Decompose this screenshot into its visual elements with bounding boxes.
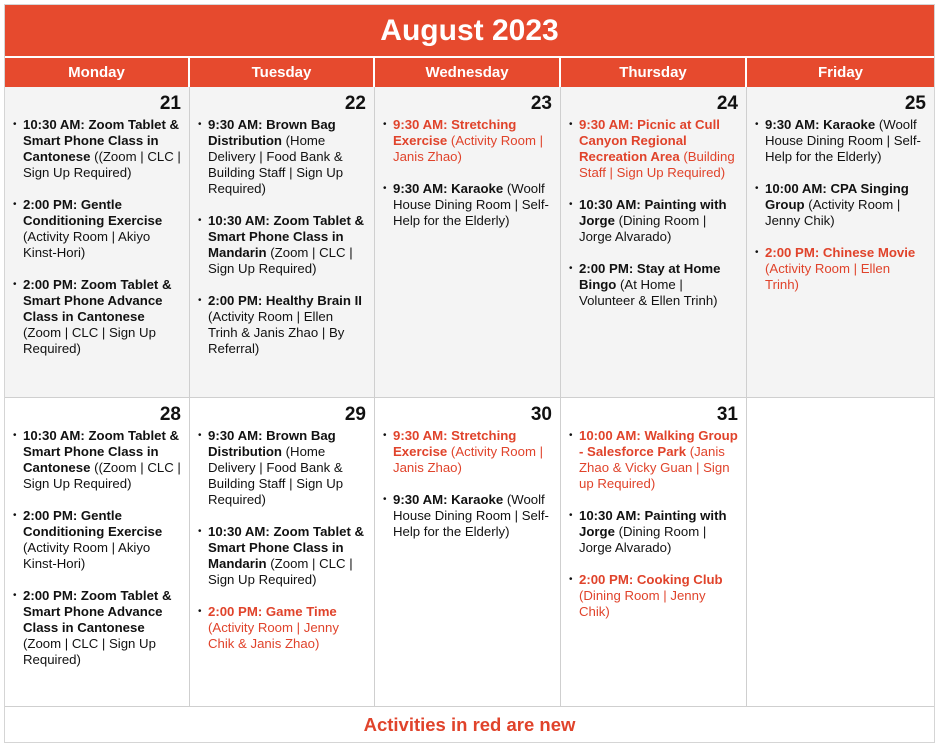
event-item bbox=[198, 524, 366, 588]
event-title: 2:00 PM: Stay at Home Bingo bbox=[579, 261, 721, 292]
event-title: 10:30 AM: Painting with Jorge bbox=[579, 197, 727, 228]
event-item bbox=[198, 213, 366, 277]
day-number: 24 bbox=[716, 93, 738, 114]
event-item bbox=[569, 508, 738, 556]
event-item bbox=[383, 492, 552, 540]
event-title: 10:30 AM: Painting with Jorge bbox=[579, 508, 727, 539]
event-details: ((Zoom | CLC | Sign Up Required) bbox=[23, 149, 181, 180]
day-number: 23 bbox=[530, 93, 552, 114]
event-list bbox=[383, 117, 552, 229]
event-item bbox=[13, 197, 181, 261]
event-title: 9:30 AM: Brown Bag Distribution bbox=[208, 428, 336, 459]
event-item bbox=[13, 508, 181, 572]
event-details: (Dining Room | Jenny Chik) bbox=[579, 588, 706, 619]
event-details: (Janis Zhao & Vicky Guan | Sign up Required) bbox=[579, 444, 730, 491]
new-event-item bbox=[198, 604, 366, 652]
day-cell bbox=[5, 398, 190, 708]
weekday-thursday: Thursday bbox=[561, 58, 747, 87]
week-row bbox=[5, 397, 934, 708]
weekday-wednesday: Wednesday bbox=[375, 58, 561, 87]
event-title: 2:00 PM: Gentle Conditioning Exercise bbox=[23, 508, 163, 539]
day-cell bbox=[5, 87, 190, 397]
weekday-friday: Friday bbox=[817, 64, 863, 81]
event-details: (Dining Room | Jorge Alvarado) bbox=[579, 524, 707, 555]
event-item bbox=[198, 293, 366, 357]
event-details: (Zoom | CLC | Sign Up Required) bbox=[208, 245, 353, 276]
event-details: (Dining Room | Jorge Alvarado) bbox=[579, 213, 707, 244]
event-list bbox=[198, 428, 366, 652]
new-event-item bbox=[569, 572, 738, 620]
event-list bbox=[755, 117, 926, 293]
event-details: (Zoom | CLC | Sign Up Required) bbox=[23, 325, 156, 356]
event-item bbox=[383, 181, 552, 229]
event-details: (Activity Room | Ellen Trinh & Janis Zhao | By Referral) bbox=[208, 309, 345, 356]
calendar-grid bbox=[5, 87, 934, 708]
event-title: 9:30 AM: Karaoke bbox=[393, 181, 504, 196]
event-details: (Activity Room | Ellen Trinh) bbox=[765, 261, 891, 292]
event-title: 10:00 AM: CPA Singing Group bbox=[765, 181, 909, 212]
event-title: 2:00 PM: Gentle Conditioning Exercise bbox=[23, 197, 163, 228]
event-details: (Woolf House Dining Room | Self-Help for the Elderly) bbox=[393, 181, 549, 228]
day-number: 22 bbox=[344, 93, 366, 114]
new-event-item bbox=[755, 245, 926, 293]
event-title: 2:00 PM: Cooking Club bbox=[579, 572, 723, 587]
event-item bbox=[569, 197, 738, 245]
event-details: (Home Delivery | Food Bank & Building Staff | Sign Up Required) bbox=[208, 133, 344, 196]
day-number: 29 bbox=[344, 404, 366, 425]
event-item bbox=[755, 181, 926, 229]
event-list bbox=[13, 428, 181, 668]
event-details: (Activity Room | Janis Zhao) bbox=[393, 133, 544, 164]
day-cell bbox=[190, 87, 375, 397]
event-details: (Activity Room | Akiyo Kinst-Hori) bbox=[23, 540, 151, 571]
event-details: (Zoom | CLC | Sign Up Required) bbox=[208, 556, 353, 587]
event-title: 2:00 PM: Chinese Movie bbox=[765, 245, 916, 260]
event-item bbox=[13, 277, 181, 357]
new-activities-note: Activities in red are new bbox=[5, 706, 934, 742]
day-cell bbox=[561, 87, 747, 397]
empty-day-cell bbox=[747, 398, 934, 708]
weekday-header bbox=[5, 56, 934, 87]
day-cell bbox=[747, 87, 934, 397]
event-title: 9:30 AM: Brown Bag Distribution bbox=[208, 117, 336, 148]
new-event-item bbox=[569, 117, 738, 181]
event-item bbox=[198, 117, 366, 197]
event-title: 10:30 AM: Zoom Tablet & Smart Phone Class in Mandarin bbox=[208, 213, 365, 260]
event-item bbox=[569, 261, 738, 309]
event-item bbox=[198, 428, 366, 508]
calendar bbox=[4, 4, 935, 743]
event-title: 10:30 AM: Zoom Tablet & Smart Phone Class in Cantonese bbox=[23, 428, 180, 475]
event-details: (At Home | Volunteer & Ellen Trinh) bbox=[579, 277, 718, 308]
day-cell bbox=[375, 398, 561, 708]
day-cell bbox=[190, 398, 375, 708]
day-number: 30 bbox=[530, 404, 552, 425]
event-details: (Zoom | CLC | Sign Up Required) bbox=[23, 636, 156, 667]
event-title: 2:00 PM: Healthy Brain II bbox=[208, 293, 362, 308]
day-number: 21 bbox=[159, 93, 181, 114]
day-cell bbox=[375, 87, 561, 397]
weekday-tuesday: Tuesday bbox=[190, 58, 375, 87]
event-list bbox=[383, 428, 552, 540]
event-item bbox=[13, 117, 181, 181]
event-item bbox=[755, 117, 926, 165]
event-details: (Woolf House Dining Room | Self-Help for the Elderly) bbox=[393, 492, 549, 539]
new-event-item bbox=[383, 428, 552, 476]
new-event-item bbox=[383, 117, 552, 165]
event-title: 10:30 AM: Zoom Tablet & Smart Phone Class in Mandarin bbox=[208, 524, 365, 571]
event-details: (Building Staff | Sign Up Required) bbox=[579, 149, 735, 180]
event-title: 9:30 AM: Karaoke bbox=[393, 492, 504, 507]
event-details: (Activity Room | Jenny Chik & Janis Zhao) bbox=[208, 620, 339, 651]
day-number: 31 bbox=[716, 404, 738, 425]
event-list bbox=[198, 117, 366, 357]
event-list bbox=[569, 428, 738, 620]
event-title: 9:30 AM: Stretching Exercise bbox=[393, 117, 517, 148]
event-details: (Activity Room | Akiyo Kinst-Hori) bbox=[23, 229, 151, 260]
day-number: 28 bbox=[159, 404, 181, 425]
event-title: 2:00 PM: Zoom Tablet & Smart Phone Advance Class in Cantonese bbox=[23, 588, 172, 635]
event-details: (Activity Room | Jenny Chik) bbox=[765, 197, 901, 228]
event-title: 2:00 PM: Zoom Tablet & Smart Phone Advance Class in Cantonese bbox=[23, 277, 172, 324]
event-title: 9:30 AM: Karaoke bbox=[765, 117, 876, 132]
event-title: 10:30 AM: Zoom Tablet & Smart Phone Class in Cantonese bbox=[23, 117, 180, 164]
event-details: (Woolf House Dining Room | Self-Help for the Elderly) bbox=[765, 117, 921, 164]
event-item bbox=[13, 428, 181, 492]
event-details: (Activity Room | Janis Zhao) bbox=[393, 444, 544, 475]
calendar-title: August 2023 bbox=[5, 5, 934, 56]
event-details: ((Zoom | CLC | Sign Up Required) bbox=[23, 460, 181, 491]
event-item bbox=[13, 588, 181, 668]
event-title: 9:30 AM: Picnic at Cull Canyon Regional Recreation Area bbox=[579, 117, 720, 164]
event-list bbox=[13, 117, 181, 357]
new-event-item bbox=[569, 428, 738, 492]
week-row bbox=[5, 87, 934, 397]
weekday-monday: Monday bbox=[5, 58, 190, 87]
day-number: 25 bbox=[904, 93, 926, 114]
event-details: (Home Delivery | Food Bank & Building Staff | Sign Up Required) bbox=[208, 444, 344, 507]
day-cell bbox=[561, 398, 747, 708]
event-list bbox=[569, 117, 738, 309]
event-title: 9:30 AM: Stretching Exercise bbox=[393, 428, 517, 459]
event-title: 2:00 PM: Game Time bbox=[208, 604, 337, 619]
event-title: 10:00 AM: Walking Group - Salesforce Park bbox=[579, 428, 738, 459]
